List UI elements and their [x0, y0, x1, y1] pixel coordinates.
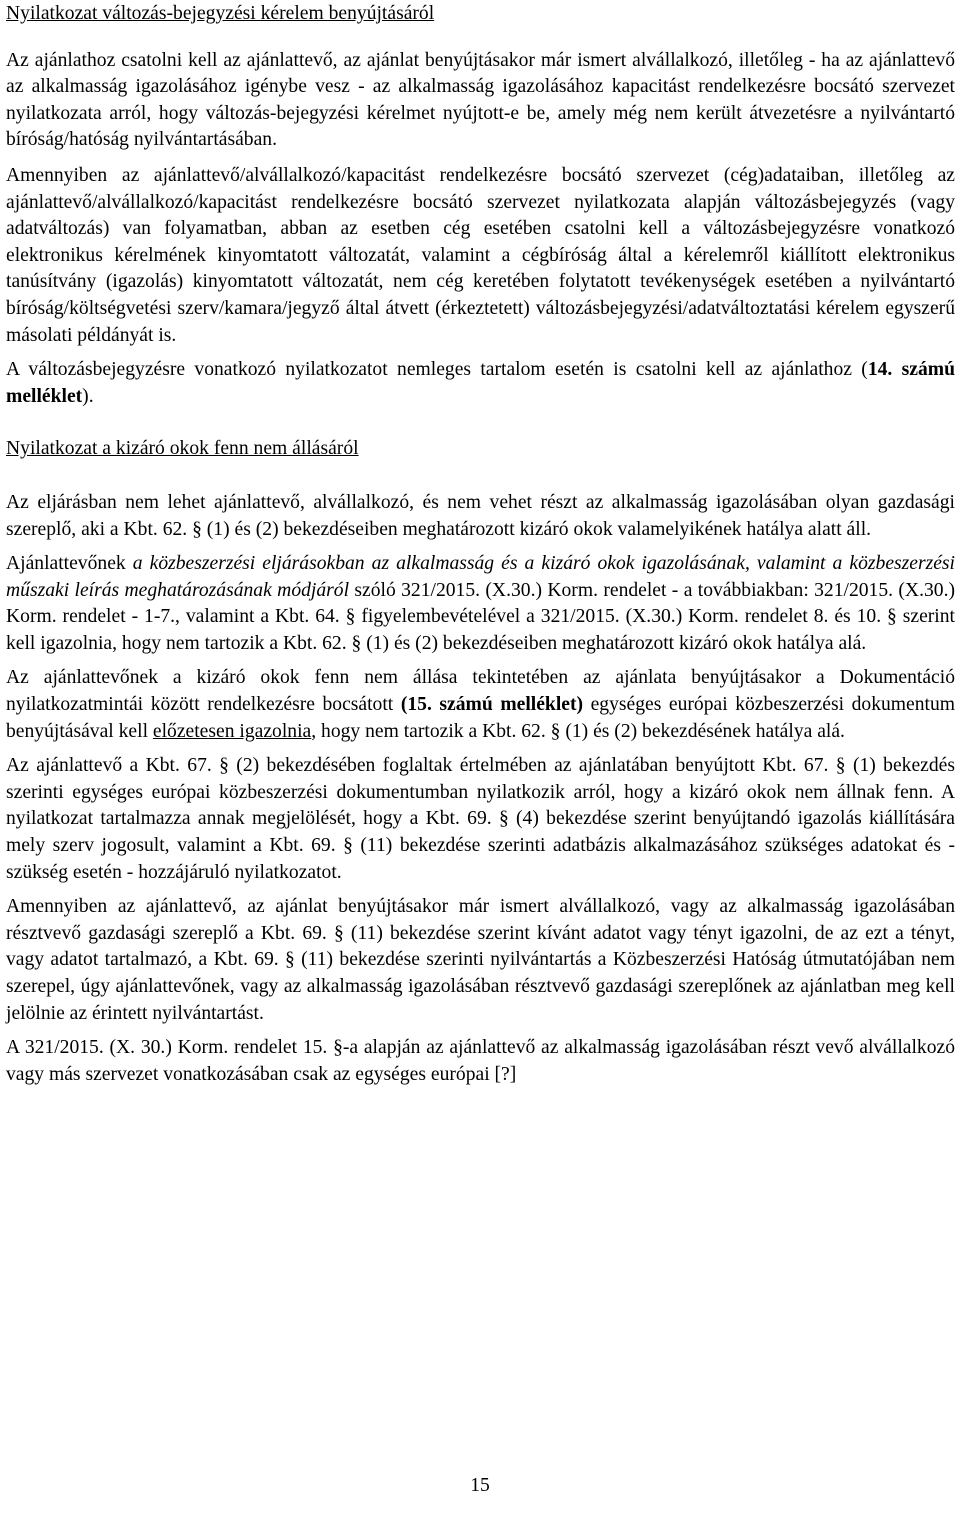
paragraph-decree-reference [6, 551, 955, 657]
paragraph-pending-change-documents: Amennyiben az ajánlattevő/alvállalkozó/kapacitást rendelkezésre bocsátó szervezet (cég)adataiban, illetőleg az ajánlattevő/alvállalkozó/kapacitást rendelkezésre bocsátó szervezet nyilatkozata alapján változásbejegyzés (vagy adatváltozás) van folyamatban, abban az esetben cég esetében csatolni kell a változásbejegyzésre vonatkozó elektronikus kérelmének kinyomtatott változatát, valamint a cégbíróság által a kérelemről kiállított elektronikus tanúsítvány (igazolás) kinyomtatott változatát, nem cég keretében folytatott tevékenységek esetében a nyilvántartó bíróság/költségvetési szerv/kamara/jegyző által átvett (érkeztetett) változásbejegyzési/adatváltoztatási kérelem egyszerű másolati példányát is. [6, 164, 955, 346]
paragraph-exclusion-rule: Az eljárásban nem lehet ajánlattevő, alvállalkozó, és nem vehet részt az alkalmasság igazolásában olyan gazdasági szereplő, aki a Kbt. 62. § (1) és (2) bekezdéseiben meghatározott kizáró okok valamelyikének hatálya alatt áll. [6, 491, 955, 540]
paragraph-text: A változásbejegyzésre vonatkozó nyilatkozatot nemleges tartalom esetén is csatolni kell az ajánlathoz ( [6, 359, 868, 381]
page-number: 15 [470, 1475, 490, 1496]
paragraph-espd-declaration: Az ajánlattevő a Kbt. 67. § (2) bekezdésében foglaltak értelmében az ajánlatában benyújtott Kbt. 67. § (1) bekezdés szerinti egységes európai közbeszerzési dokumentumban nyilatkozik arról, hogy a kizáró okok nem állnak fenn. A nyilatkozat tartalmazza annak megjelölését, hogy a Kbt. 69. § (4) bekezdése szerint benyújtandó igazolás kiállítására mely szerv jogosult, valamint a Kbt. 69. § (11) bekezdése szerinti adatbázis alkalmazásához szükséges adatokat és - szükség esetén - hozzájáruló nyilatkozatot. [6, 755, 955, 883]
section-heading-change-registration: Nyilatkozat változás-bejegyzési kérelem benyújtásáról [6, 3, 435, 24]
paragraph-text: , hogy nem tartozik a Kbt. 62. § (1) és (2) bekezdésének hatálya alá. [311, 720, 845, 742]
underlined-phrase: előzetesen igazolnia [152, 720, 312, 742]
annex-reference-15: (15. számú melléklet) [400, 694, 584, 716]
decree-title: a közbeszerzési eljárásokban az alkalmasság és a kizáró okok igazolásának, valamint a közbeszerzési műszaki leírás meghatározásának módjáról [6, 553, 955, 601]
paragraph-text: szóló 321/2015. (X.30.) Korm. rendelet - a továbbiakban: 321/2015. (X.30.) Korm. rendelet - 1-7., valamint a Kbt. 64. § figyelembevételével a 321/2015. (X.30.) Korm. rendelet 8. és 10. § szerint kell igazolnia, hogy nem tartozik a Kbt. 62. § (1) és (2) bekezdéseiben meghatározott kizáró okok hatálya alá. [6, 579, 955, 654]
paragraph-espd-submission [6, 665, 955, 745]
section-heading-exclusion-grounds: Nyilatkozat a kizáró okok fenn nem állásáról [6, 438, 359, 460]
paragraph-text: Az ajánlattevőnek a kizáró okok fenn nem állása tekintetében az ajánlata benyújtásakor a Dokumentáció nyilatkozatmintái között rendelkezésre bocsátott [6, 667, 955, 716]
paragraph-negative-statement [6, 357, 955, 410]
annex-reference-14: 14. számú melléklet [6, 359, 956, 407]
paragraph-registry-indication: Amennyiben az ajánlattevő, az ajánlat benyújtásakor már ismert alvállalkozó, vagy az alkalmasság igazolásában résztvevő gazdasági szereplő a Kbt. 69. § (11) bekezdése szerint kívánt adatot vagy tényt igazolni, de az ezt a tényt, vagy adatot tartalmazó, a Kbt. 69. § (11) bekezdése szerinti nyilvántartás a Közbeszerzési Hatóság útmutatójában nem szerepel, úgy ajánlattevőnek, vagy az alkalmasság igazolásában résztvevő gazdasági szereplőnek az ajánlatban meg kell jelölnie az érintett nyilvántartást. [6, 896, 955, 1024]
paragraph-text: egységes európai közbeszerzési dokumentum benyújtásával kell [6, 694, 956, 742]
paragraph-text: Ajánlattevőnek [6, 553, 133, 575]
paragraph-subcontractor-verification: A 321/2015. (X. 30.) Korm. rendelet 15. §-a alapján az ajánlattevő az alkalmasság igazolásában részt vevő alvállalkozó vagy más szervezet vonatkozásában csak az egységes európai [?] [6, 1037, 955, 1085]
paragraph-change-registration-requirement: Az ajánlathoz csatolni kell az ajánlattevő, az ajánlat benyújtásakor már ismert alvállalkozó, illetőleg - ha az ajánlattevő az alkalmasság igazolásához igénybe vesz - az alkalmasság igazolásához kapacitást rendelkezésre bocsátó szervezet nyilatkozata arról, hogy változás-bejegyzési kérelmet nyújtott-e be, amely még nem került átvezetésre a nyilvántartó bíróság/hatóság nyilvántartásában. [6, 49, 955, 151]
paragraph-text: ). [82, 385, 94, 407]
